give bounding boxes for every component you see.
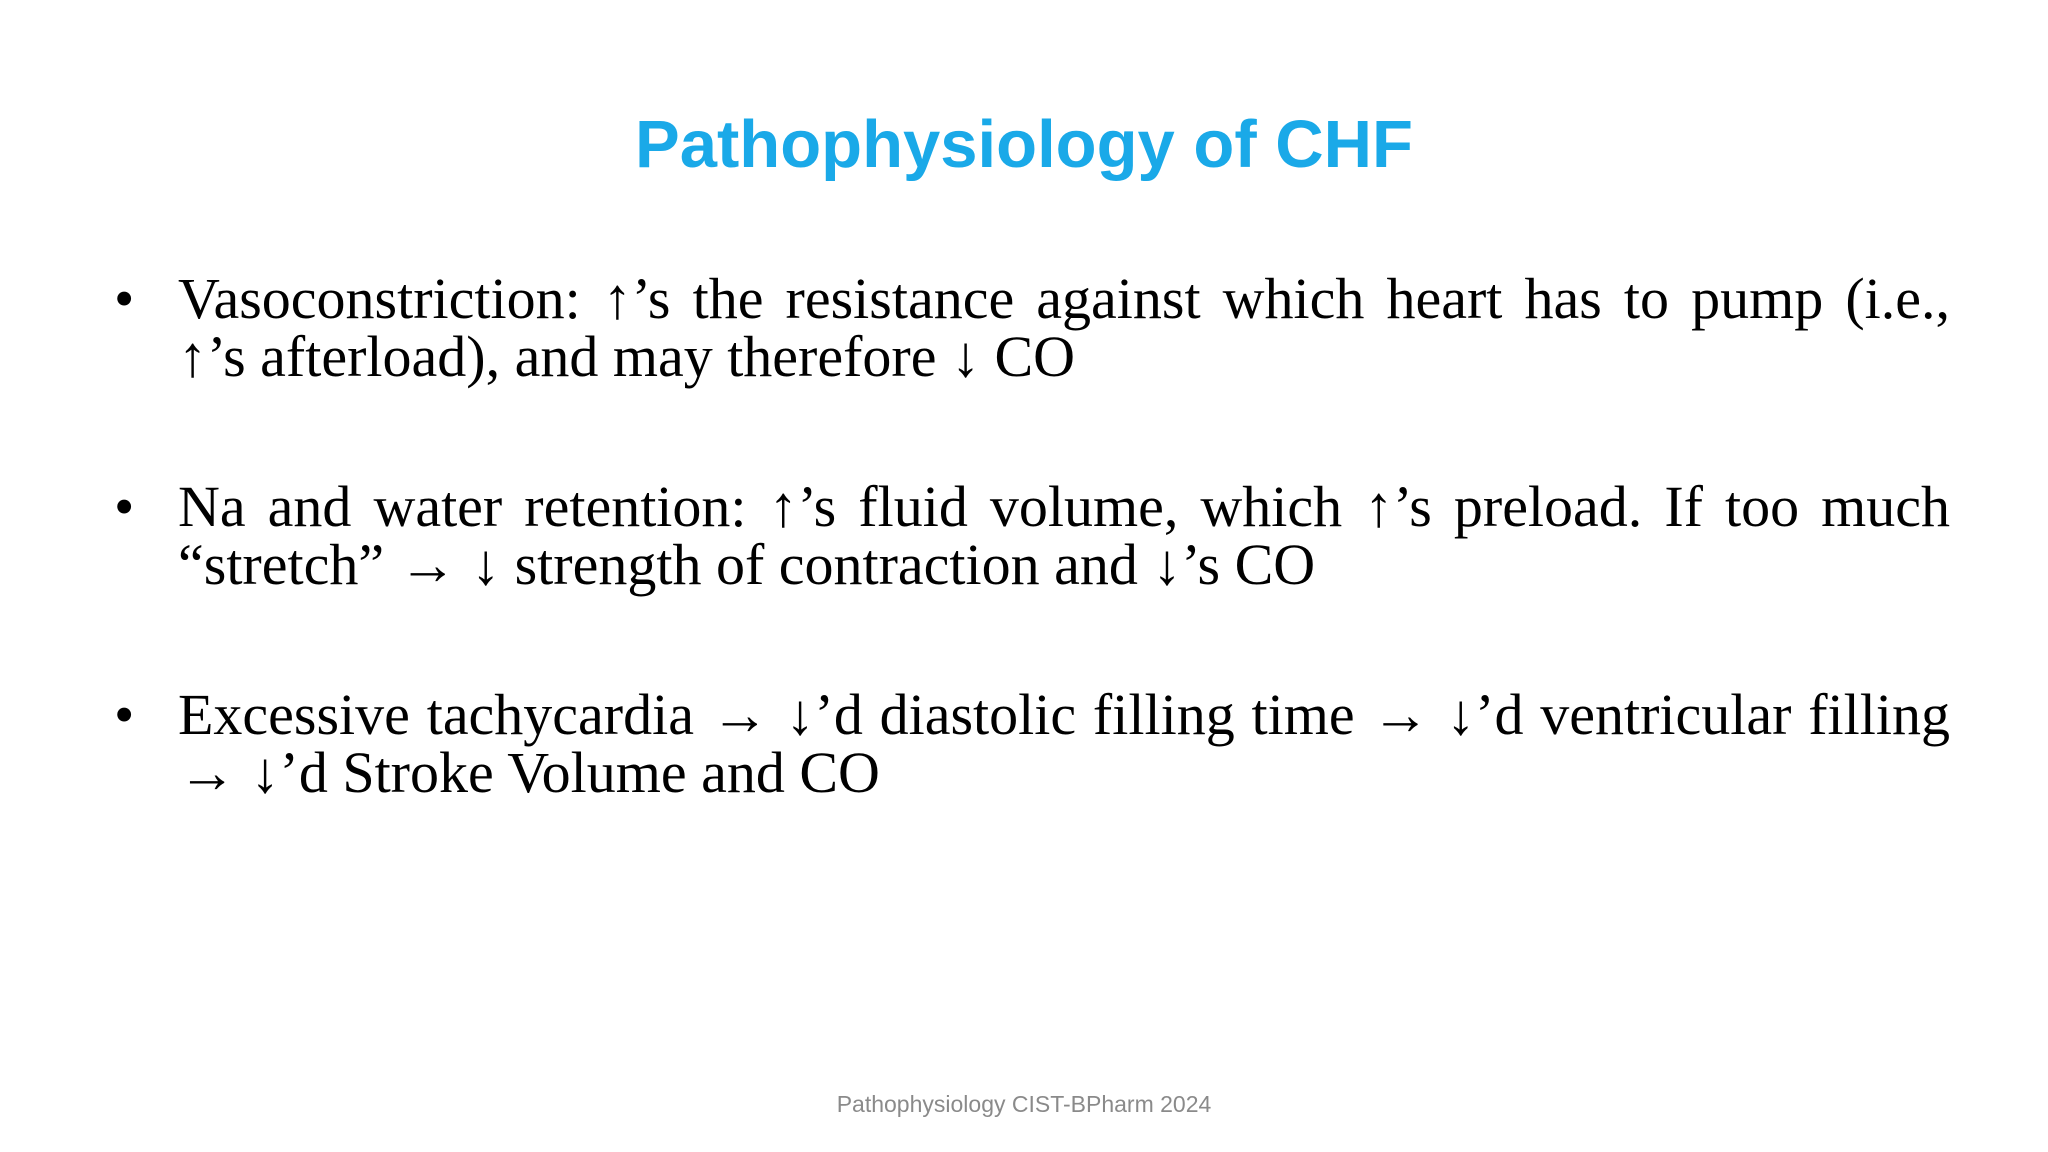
bullet-icon: • [114, 474, 135, 539]
bullet-item-na-water-retention [110, 474, 1950, 597]
bullet-text: Excessive tachycardia → ↓’d diastolic filling time → ↓’d ventricular filling → ↓’d Stroke Volume and CO [178, 682, 1950, 805]
slide-title: Pathophysiology of CHF [635, 107, 1413, 182]
bullet-icon: • [114, 682, 135, 747]
bullet-item-tachycardia [110, 682, 1950, 805]
bullet-item-vasoconstriction [110, 266, 1950, 389]
bullet-text: Vasoconstriction: ↑’s the resistance against which heart has to pump (i.e., ↑’s afterload), and may therefore ↓ CO [178, 266, 1950, 389]
bullet-list [110, 266, 1950, 894]
bullet-icon: • [114, 266, 135, 331]
bullet-text: Na and water retention: ↑’s fluid volume, which ↑’s preload. If too much “stretch” → ↓ strength of contraction and ↓’s CO [178, 474, 1950, 597]
slide-footer: Pathophysiology CIST-BPharm 2024 [836, 1091, 1212, 1117]
